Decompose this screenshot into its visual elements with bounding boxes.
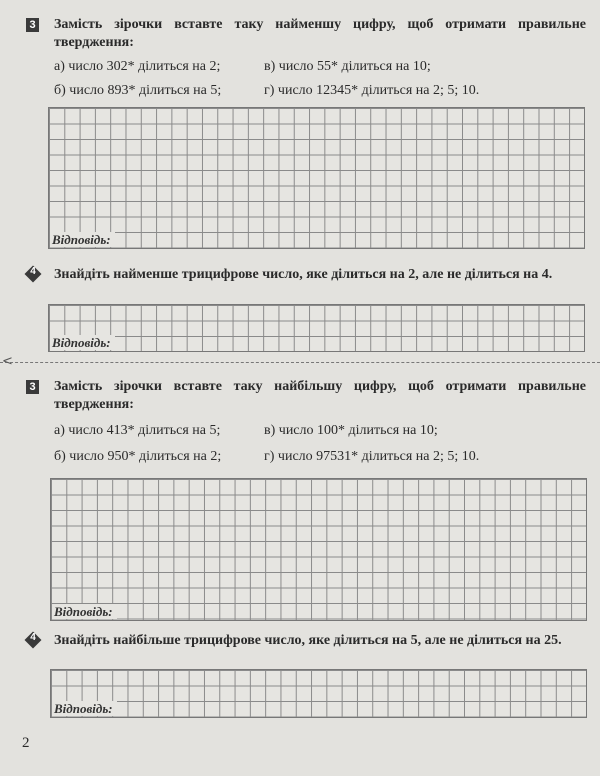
answer-grid[interactable] xyxy=(50,478,587,621)
cut-arrow-icon: < xyxy=(2,354,13,369)
item-v: в) число 100* ділиться на 10; xyxy=(264,423,438,438)
task-3-smallest xyxy=(26,16,586,103)
task-question: Знайдіть найменше трицифрове число, яке ділиться на 2, але не ділиться на 4. xyxy=(54,267,553,282)
answer-grid[interactable] xyxy=(50,669,587,718)
item-a: а) число 413* ділиться на 5; xyxy=(54,423,221,438)
task-number-diamond: 4 xyxy=(25,266,41,282)
task-number-badge: 3 xyxy=(26,380,39,394)
item-a: а) число 302* ділиться на 2; xyxy=(54,59,221,74)
task-4-largest xyxy=(26,632,586,650)
answer-label: Відповідь: xyxy=(50,232,115,247)
item-b: б) число 950* ділиться на 2; xyxy=(54,449,222,464)
item-g: г) число 12345* ділиться на 2; 5; 10. xyxy=(264,83,480,98)
item-g: г) число 97531* ділиться на 2; 5; 10. xyxy=(264,449,480,464)
task-question: Замість зірочки вставте таку найбільшу цифру, щоб отримати правильне твердження: xyxy=(54,379,586,412)
task-4-smallest xyxy=(26,266,586,284)
task-number-badge: 3 xyxy=(26,18,39,32)
answer-label: Відповідь: xyxy=(52,604,117,619)
answer-grid[interactable] xyxy=(48,304,585,352)
answer-label: Відповідь: xyxy=(52,701,117,716)
item-b: б) число 893* ділиться на 5; xyxy=(54,83,222,98)
task-3-largest xyxy=(26,378,586,470)
page-number: 2 xyxy=(22,735,30,751)
answer-label: Відповідь: xyxy=(50,335,115,350)
item-v: в) число 55* ділиться на 10; xyxy=(264,59,431,74)
task-question: Замість зірочки вставте таку найменшу цифру, щоб отримати правильне твердження: xyxy=(54,17,586,50)
task-number-diamond: 4 xyxy=(25,632,41,648)
cut-line xyxy=(0,354,600,369)
answer-grid[interactable] xyxy=(48,107,585,249)
task-question: Знайдіть найбільше трицифрове число, яке ділиться на 5, але не ділиться на 25. xyxy=(54,633,562,648)
